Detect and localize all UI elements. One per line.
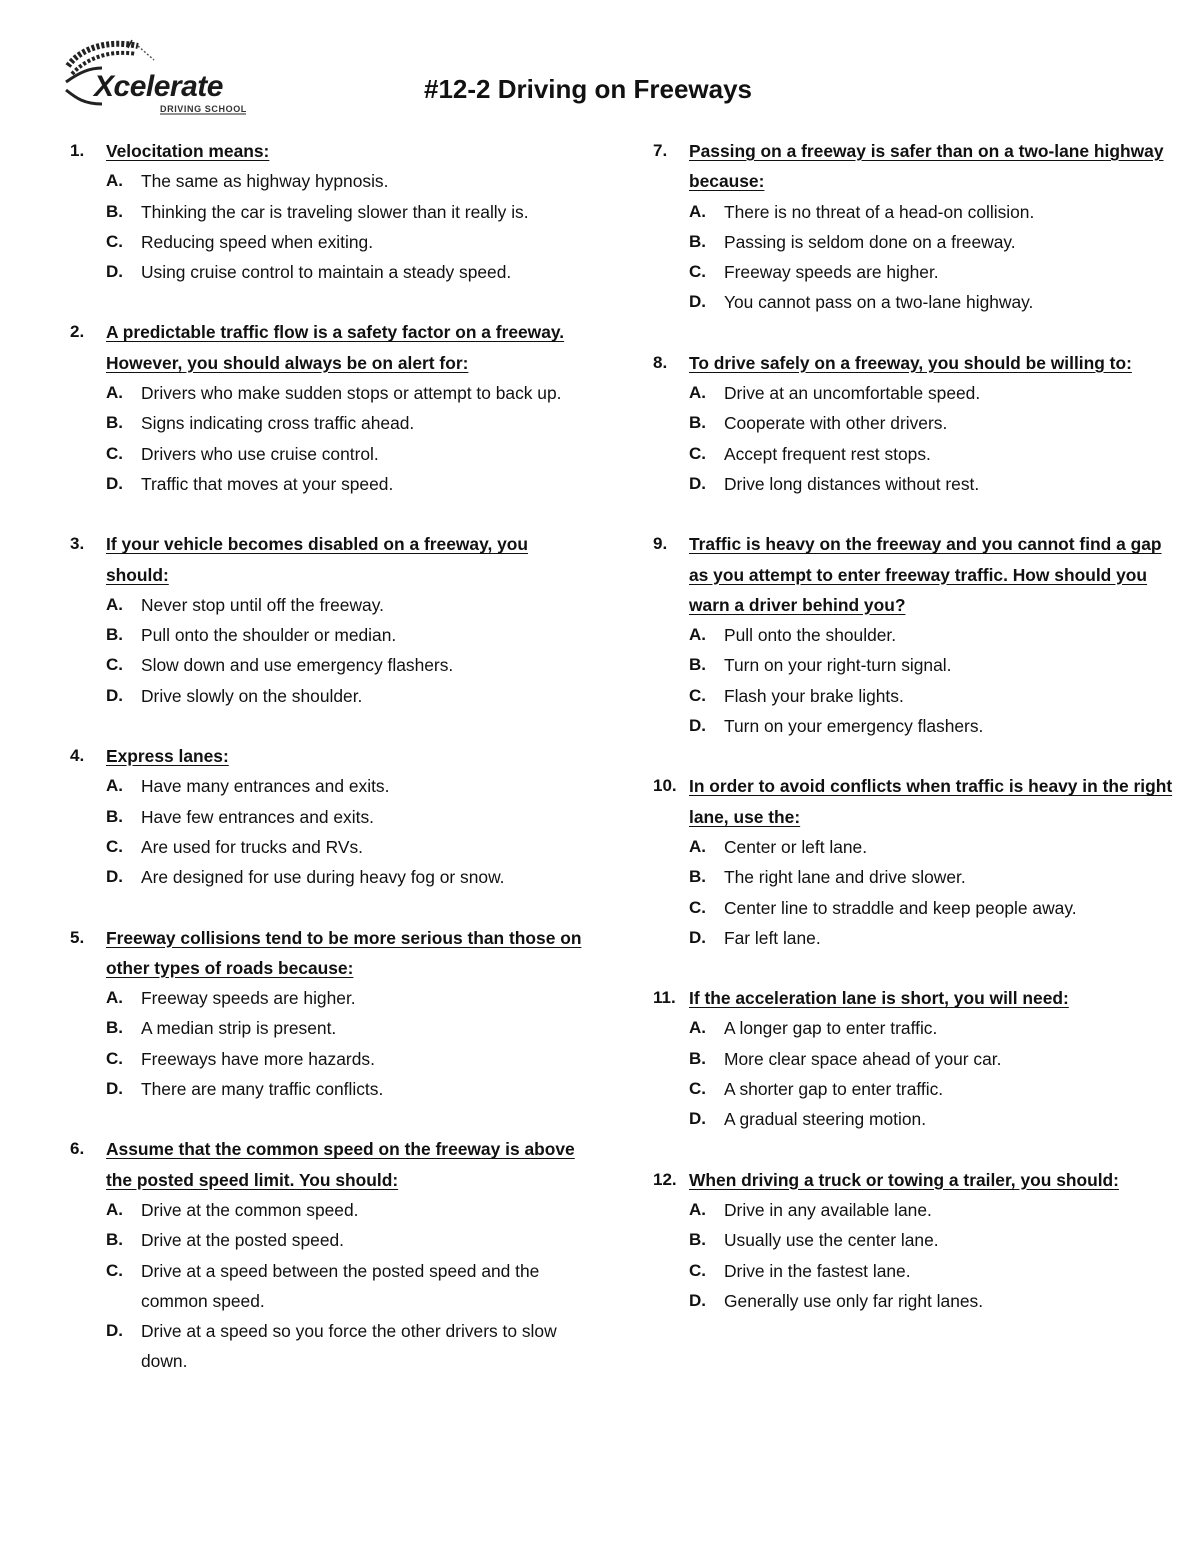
answer-option	[60, 408, 590, 438]
question-number: 10.	[653, 776, 677, 796]
option-text: A median strip is present.	[141, 1018, 337, 1039]
question-text: A predictable traffic flow is a safety factor on a freeway. However, you should always be on alert for:	[106, 322, 565, 373]
option-text: Generally use only far right lanes.	[724, 1290, 984, 1311]
question-text: In order to avoid conflicts when traffic is heavy in the right lane, use the:	[689, 776, 1173, 827]
question-item	[643, 983, 1173, 1134]
question-header	[643, 529, 1173, 620]
option-text: More clear space ahead of your car.	[724, 1048, 1002, 1069]
answer-option	[60, 1316, 590, 1377]
question-text: Passing on a freeway is safer than on a two-lane highway because:	[689, 141, 1164, 192]
question-item	[60, 136, 590, 287]
answer-option	[643, 1195, 1173, 1225]
question-text: Velocitation means:	[106, 141, 270, 161]
question-text: If the acceleration lane is short, you will need:	[689, 988, 1069, 1009]
option-letter: A.	[106, 776, 123, 796]
question-text: Express lanes:	[106, 746, 229, 767]
option-letter: B.	[106, 1018, 123, 1038]
option-letter: B.	[106, 1230, 123, 1250]
answer-option	[60, 197, 590, 227]
question-number: 7.	[653, 141, 668, 160]
option-text: Are designed for use during heavy fog or snow.	[141, 867, 505, 888]
option-letter: A.	[106, 1199, 123, 1219]
option-text: Have few entrances and exits.	[141, 806, 374, 827]
option-text: There is no threat of a head-on collision.	[724, 201, 1035, 222]
option-text: A longer gap to enter traffic.	[724, 1018, 938, 1039]
option-text: Drive at a speed between the posted speed and the common speed.	[141, 1260, 540, 1311]
question-text: Assume that the common speed on the freeway is above the posted speed limit. You should:	[106, 1139, 575, 1190]
question-number: 9.	[653, 534, 668, 554]
option-letter: B.	[689, 413, 706, 433]
answer-option	[60, 681, 590, 711]
option-text: Freeway speeds are higher.	[141, 988, 356, 1009]
answer-option	[60, 1256, 590, 1317]
option-letter: C.	[689, 897, 706, 917]
question-item	[643, 136, 1173, 318]
answer-option	[60, 1195, 590, 1225]
question-item	[643, 1165, 1173, 1316]
question-item	[60, 923, 590, 1105]
option-letter: B.	[106, 806, 123, 826]
option-letter: C.	[106, 836, 123, 856]
option-letter: C.	[689, 1260, 706, 1280]
answer-option	[643, 1044, 1173, 1074]
option-text: Drive at the common speed.	[141, 1199, 359, 1220]
answer-option	[643, 923, 1173, 953]
question-header	[643, 983, 1173, 1013]
answer-option	[643, 620, 1173, 650]
question-number: 1.	[70, 141, 85, 160]
option-letter: A.	[689, 1199, 706, 1219]
option-text: Accept frequent rest stops.	[724, 443, 931, 464]
option-text: Freeways have more hazards.	[141, 1048, 375, 1069]
option-letter: D.	[106, 262, 123, 282]
logo-subtitle: DRIVING SCHOOL	[160, 104, 247, 114]
school-logo	[62, 38, 252, 120]
option-letter: A.	[106, 383, 123, 403]
option-text: Drive in any available lane.	[724, 1199, 932, 1220]
answer-option	[643, 287, 1173, 317]
option-text: Traffic that moves at your speed.	[141, 473, 394, 494]
question-header	[60, 923, 590, 984]
option-letter: A.	[106, 594, 123, 614]
answer-option	[60, 1044, 590, 1074]
answer-option	[643, 1256, 1173, 1286]
answer-option	[643, 1104, 1173, 1134]
option-text: Drivers who use cruise control.	[141, 443, 379, 464]
option-text: Pull onto the shoulder.	[724, 625, 897, 646]
option-letter: D.	[689, 1290, 706, 1310]
option-text: Drivers who make sudden stops or attempt to back up.	[141, 383, 562, 404]
question-header	[60, 1134, 590, 1195]
answer-option	[643, 650, 1173, 680]
answer-option	[643, 227, 1173, 257]
option-letter: C.	[106, 231, 123, 251]
option-text: The right lane and drive slower.	[724, 867, 966, 888]
option-letter: A.	[689, 201, 706, 221]
option-text: Have many entrances and exits.	[141, 776, 390, 797]
option-text: Drive at the posted speed.	[141, 1230, 345, 1251]
option-letter: B.	[106, 413, 123, 433]
option-text: There are many traffic conflicts.	[141, 1079, 384, 1100]
option-letter: D.	[689, 927, 706, 947]
option-text: Drive slowly on the shoulder.	[141, 685, 363, 706]
option-text: Using cruise control to maintain a steady speed.	[141, 262, 512, 283]
answer-option	[60, 590, 590, 620]
option-text: Passing is seldom done on a freeway.	[724, 231, 1016, 252]
option-letter: D.	[106, 1321, 123, 1341]
option-letter: C.	[106, 655, 123, 675]
option-text: Thinking the car is traveling slower than it really is.	[141, 201, 529, 222]
option-text: Reducing speed when exiting.	[141, 231, 374, 252]
option-text: Freeway speeds are higher.	[724, 262, 939, 283]
answer-option	[60, 620, 590, 650]
answer-option	[643, 681, 1173, 711]
answer-option	[643, 832, 1173, 862]
option-letter: B.	[106, 625, 123, 645]
answer-option	[60, 469, 590, 499]
question-item	[60, 741, 590, 892]
question-text: When driving a truck or towing a trailer, you should:	[689, 1169, 1119, 1190]
question-number: 4.	[70, 746, 85, 766]
option-letter: D.	[689, 473, 706, 493]
answer-option	[60, 650, 590, 680]
question-item	[643, 771, 1173, 953]
answer-option	[60, 257, 590, 287]
option-letter: D.	[106, 685, 123, 705]
question-number: 2.	[70, 322, 85, 342]
question-header	[60, 529, 590, 590]
question-item	[60, 529, 590, 711]
option-text: Cooperate with other drivers.	[724, 413, 948, 434]
answer-option	[643, 1286, 1173, 1316]
answer-option	[643, 257, 1173, 287]
option-text: The same as highway hypnosis.	[141, 171, 389, 192]
question-number: 5.	[70, 927, 85, 947]
question-text: If your vehicle becomes disabled on a freeway, you should:	[106, 534, 529, 585]
question-number: 3.	[70, 534, 85, 554]
option-letter: C.	[689, 685, 706, 705]
answer-option	[643, 439, 1173, 469]
answer-option	[643, 711, 1173, 741]
option-text: Drive at an uncomfortable speed.	[724, 383, 981, 404]
option-letter: A.	[106, 171, 123, 191]
question-text: To drive safely on a freeway, you should be willing to:	[689, 352, 1132, 373]
question-header	[643, 1165, 1173, 1195]
option-letter: B.	[689, 867, 706, 887]
option-letter: C.	[106, 1048, 123, 1068]
question-header	[643, 348, 1173, 378]
answer-option	[60, 802, 590, 832]
option-text: Drive at a speed so you force the other drivers to slow down.	[141, 1321, 557, 1372]
option-text: Usually use the center lane.	[724, 1230, 939, 1251]
question-header	[60, 741, 590, 771]
option-text: Never stop until off the freeway.	[141, 594, 384, 615]
right-column	[643, 136, 1173, 1346]
option-text: Turn on your right-turn signal.	[724, 655, 952, 676]
option-letter: B.	[689, 231, 706, 251]
answer-option	[60, 439, 590, 469]
question-header	[60, 317, 590, 378]
option-text: You cannot pass on a two-lane highway.	[724, 292, 1034, 313]
option-letter: D.	[106, 1079, 123, 1099]
option-text: Center line to straddle and keep people away.	[724, 897, 1077, 918]
option-letter: B.	[106, 201, 123, 221]
answer-option	[60, 166, 590, 196]
question-item	[643, 529, 1173, 741]
question-header	[643, 136, 1173, 197]
question-number: 12.	[653, 1169, 677, 1189]
answer-option	[643, 469, 1173, 499]
question-header	[60, 136, 590, 166]
answer-option	[60, 1013, 590, 1043]
answer-option	[643, 862, 1173, 892]
option-letter: B.	[689, 1048, 706, 1068]
option-text: Drive long distances without rest.	[724, 473, 980, 494]
question-number: 8.	[653, 352, 668, 372]
option-letter: A.	[106, 988, 123, 1008]
option-text: Turn on your emergency flashers.	[724, 716, 984, 737]
option-letter: A.	[689, 625, 706, 645]
option-text: Pull onto the shoulder or median.	[141, 625, 397, 646]
question-header	[643, 771, 1173, 832]
answer-option	[60, 1225, 590, 1255]
answer-option	[60, 832, 590, 862]
answer-option	[643, 408, 1173, 438]
option-letter: D.	[689, 1109, 706, 1129]
option-text: A shorter gap to enter traffic.	[724, 1079, 944, 1100]
page-title: #12-2 Driving on Freeways	[424, 74, 753, 104]
answer-option	[60, 862, 590, 892]
option-text: Far left lane.	[724, 927, 821, 948]
option-text: A gradual steering motion.	[724, 1109, 927, 1130]
option-letter: A.	[689, 383, 706, 403]
answer-option	[60, 1074, 590, 1104]
option-text: Slow down and use emergency flashers.	[141, 655, 454, 676]
option-text: Drive in the fastest lane.	[724, 1260, 911, 1281]
option-text: Flash your brake lights.	[724, 685, 904, 706]
question-item	[643, 348, 1173, 499]
answer-option	[643, 1013, 1173, 1043]
option-letter: C.	[106, 443, 123, 463]
option-letter: C.	[689, 443, 706, 463]
option-letter: B.	[689, 1230, 706, 1250]
option-letter: C.	[106, 1260, 123, 1280]
option-letter: A.	[689, 1018, 706, 1038]
option-letter: A.	[689, 836, 706, 856]
answer-option	[643, 893, 1173, 923]
answer-option	[643, 378, 1173, 408]
option-text: Signs indicating cross traffic ahead.	[141, 413, 415, 434]
question-text: Traffic is heavy on the freeway and you cannot find a gap as you attempt to enter freeway traffic. How should you warn a driver behind you?	[689, 534, 1162, 615]
logo-wordmark: Xcelerate	[94, 70, 223, 103]
question-item	[60, 317, 590, 499]
answer-option	[643, 197, 1173, 227]
question-number: 6.	[70, 1139, 85, 1159]
answer-option	[643, 1074, 1173, 1104]
answer-option	[60, 771, 590, 801]
option-letter: C.	[689, 262, 706, 282]
answer-option	[643, 1225, 1173, 1255]
answer-option	[60, 983, 590, 1013]
option-text: Are used for trucks and RVs.	[141, 836, 363, 857]
question-text: Freeway collisions tend to be more serious than those on other types of roads because:	[106, 927, 582, 978]
option-letter: D.	[689, 716, 706, 736]
option-letter: C.	[689, 1079, 706, 1099]
answer-option	[60, 227, 590, 257]
option-text: Center or left lane.	[724, 836, 868, 857]
answer-option	[60, 378, 590, 408]
question-item	[60, 1134, 590, 1376]
question-number: 11.	[653, 988, 676, 1008]
option-letter: D.	[689, 292, 706, 312]
option-letter: D.	[106, 473, 123, 493]
left-column	[60, 136, 590, 1407]
option-letter: B.	[689, 655, 706, 675]
option-letter: D.	[106, 867, 123, 887]
